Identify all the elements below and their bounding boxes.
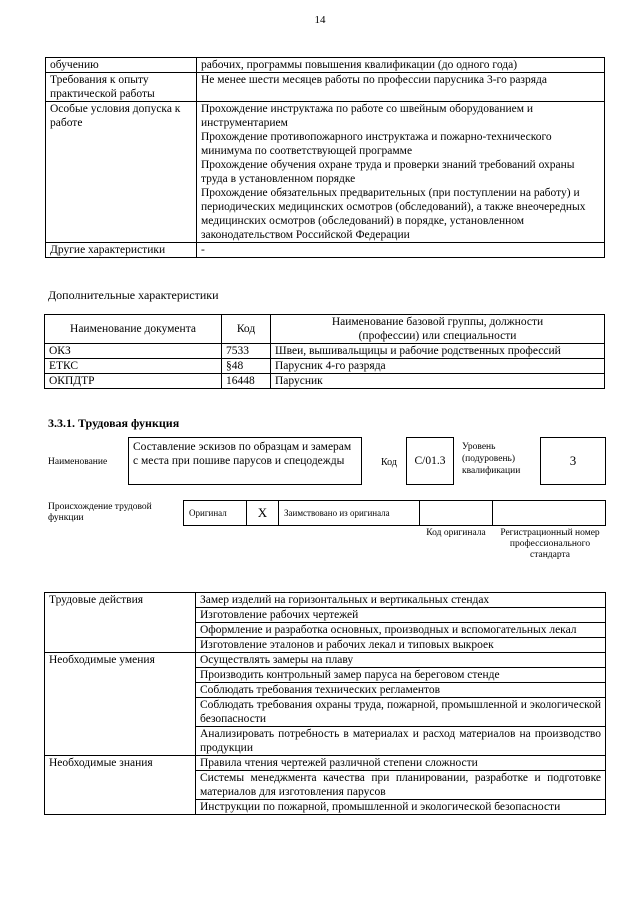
original-cell: Оригинал xyxy=(183,500,247,526)
item-cell: Системы менеджмента качества при планировании, разработке и подготовке материалов для изготовления парусов xyxy=(196,771,606,800)
row-value: - xyxy=(197,243,605,258)
table-row xyxy=(45,374,605,389)
level-value-box: 3 xyxy=(540,437,606,485)
group-label: Необходимые умения xyxy=(45,653,196,756)
code-original-cell xyxy=(419,500,493,526)
item-cell: Анализировать потребность в материалах и расход материалов на производство продукции xyxy=(196,727,606,756)
row-label: Особые условия допуска к работе xyxy=(46,102,197,243)
table-row xyxy=(45,359,605,374)
group-label: Необходимые знания xyxy=(45,756,196,815)
cell: Швеи, вышивальщицы и рабочие родственных профессий xyxy=(271,344,605,359)
item-cell: Замер изделий на горизонтальных и вертикальных стендах xyxy=(196,593,606,608)
borrowed-cell: Заимствовано из оригинала xyxy=(278,500,420,526)
original-mark-cell: X xyxy=(246,500,279,526)
reg-number-cell xyxy=(492,500,606,526)
cell: 16448 xyxy=(222,374,271,389)
row-label: Другие характеристики xyxy=(46,243,197,258)
code-original-label: Код оригинала xyxy=(426,528,486,538)
item-cell: Производить контрольный замер паруса на береговом стенде xyxy=(196,668,606,683)
item-cell: Правила чтения чертежей различной степени сложности xyxy=(196,756,606,771)
page-number: 14 xyxy=(314,14,326,26)
group-label: Трудовые действия xyxy=(45,593,196,653)
row-label: Требования к опыту практической работы xyxy=(46,73,197,102)
table-row xyxy=(45,593,606,608)
table-row xyxy=(45,756,606,771)
condition-item: Прохождение инструктажа по работе со швейным оборудованием и инструментарием xyxy=(201,103,534,129)
additional-table xyxy=(44,314,605,389)
function-name-box: Составление эскизов по образцам и замерам с места при пошиве парусов и спецодежды xyxy=(128,437,362,485)
level-label: Уровень (подуровень) квалификации xyxy=(462,442,521,476)
item-cell: Соблюдать требования охраны труда, пожарной, промышленной и экологической безопасности xyxy=(196,698,606,727)
function-heading: 3.3.1. Трудовая функция xyxy=(48,416,180,430)
requirements-table xyxy=(45,57,605,258)
condition-item: Прохождение противопожарного инструктажа и пожарно-технического минимума по соответствующей программе xyxy=(201,131,552,157)
table-row xyxy=(45,653,606,668)
table-row xyxy=(46,73,605,102)
cell: ОКЗ xyxy=(45,344,222,359)
table-row xyxy=(46,102,605,243)
item-cell: Осуществлять замеры на плаву xyxy=(196,653,606,668)
name-label: Наименование xyxy=(48,457,108,467)
header-group: Наименование базовой группы, должности (профессии) или специальности xyxy=(271,315,605,344)
table-header-row xyxy=(45,315,605,344)
function-details-table xyxy=(44,592,606,815)
cell: ОКПДТР xyxy=(45,374,222,389)
row-value: рабочих, программы повышения квалификации (до одного года) xyxy=(197,58,605,73)
row-value xyxy=(197,102,605,243)
row-label: обучению xyxy=(46,58,197,73)
reg-number-label: Регистрационный номер профессионального стандарта xyxy=(500,528,600,560)
item-cell: Инструкции по пожарной, промышленной и экологической безопасности xyxy=(196,800,606,815)
table-row xyxy=(45,344,605,359)
condition-item: Прохождение обязательных предварительных (при поступлении на работу) и периодических медицинских осмотров (обследований), а также внеочередных медицинских осмотров (обследований) в порядке, установленном законодательством Российской Федерации xyxy=(201,187,586,241)
header-code: Код xyxy=(222,315,271,344)
header-document: Наименование документа xyxy=(45,315,222,344)
code-value-box: C/01.3 xyxy=(406,437,454,485)
item-cell: Оформление и разработка основных, производных и вспомогательных лекал xyxy=(196,623,606,638)
item-cell: Соблюдать требования технических регламентов xyxy=(196,683,606,698)
code-label: Код xyxy=(381,457,397,468)
additional-title: Дополнительные характеристики xyxy=(48,288,219,302)
item-cell: Изготовление рабочих чертежей xyxy=(196,608,606,623)
table-row xyxy=(46,58,605,73)
item-cell: Изготовление эталонов и рабочих лекал и типовых выкроек xyxy=(196,638,606,653)
cell: Парусник xyxy=(271,374,605,389)
cell: ЕТКС xyxy=(45,359,222,374)
table-row xyxy=(46,243,605,258)
row-value: Не менее шести месяцев работы по профессии парусника 3-го разряда xyxy=(197,73,605,102)
cell: Парусник 4-го разряда xyxy=(271,359,605,374)
condition-item: Прохождение обучения охране труда и проверки знаний требований охраны труда в установленном порядке xyxy=(201,159,575,185)
cell: 7533 xyxy=(222,344,271,359)
cell: §48 xyxy=(222,359,271,374)
origin-label: Происхождение трудовой функции xyxy=(48,502,152,523)
